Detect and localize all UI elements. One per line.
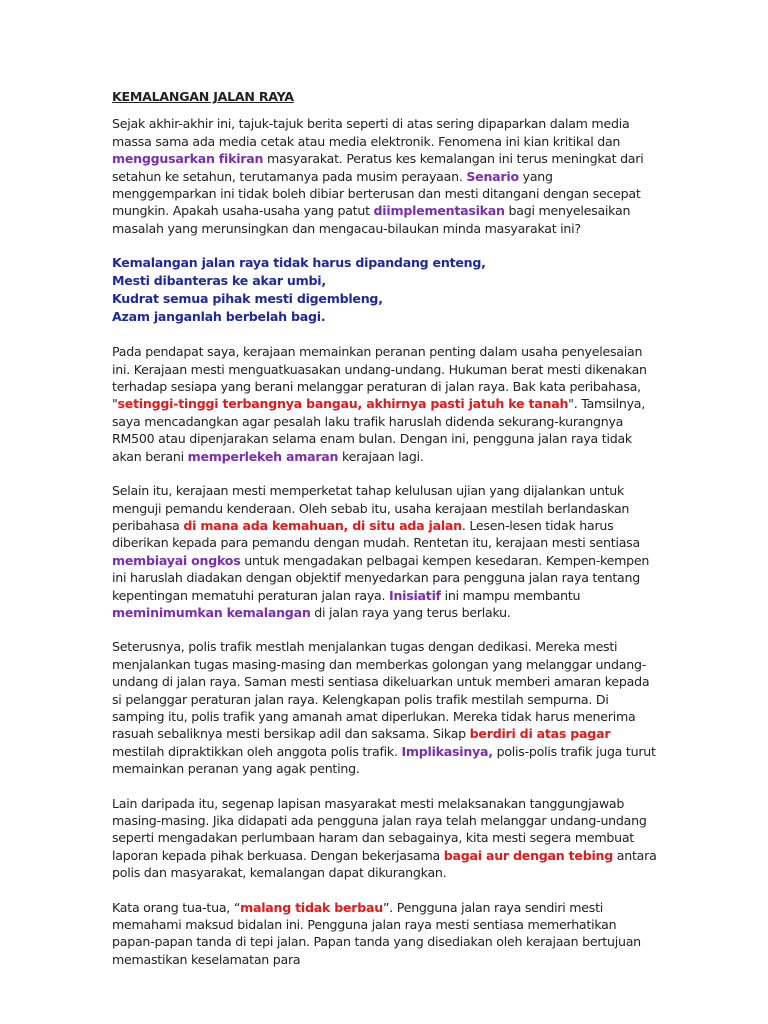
intro-paragraph <box>112 115 660 237</box>
text-segment: ”. Pengguna jalan raya sendiri mesti memahami maksud bidalan ini. Pengguna jalan raya mesti sentiasa memerhatikan papan-papan tanda di tepi jalan. Papan tanda yang disediakan oleh kerajaan bertujuan memastikan keselamatan para <box>112 899 641 967</box>
text-segment: Sejak akhir-akhir ini, tajuk-tajuk berita seperti di atas sering dipaparkan dalam media massa sama ada media cetak atau media elektronik. Fenomena ini kian kritikal dan <box>112 116 630 149</box>
poem-line: Kudrat semua pihak mesti digembleng, <box>112 291 383 307</box>
highlighted-phrase: di mana ada kemahuan, di situ ada jalan <box>183 517 462 533</box>
text-segment: . Lesen-lesen tidak harus diberikan kepada para pemandu dengan mudah. Rentetan itu, kerajaan mesti sentiasa <box>112 517 640 551</box>
highlighted-phrase: membiayai ongkos <box>112 552 241 568</box>
highlighted-phrase: Senario <box>466 168 519 184</box>
poem-block <box>112 254 660 326</box>
body-paragraph <box>112 899 660 969</box>
poem-line: Azam janganlah berbelah bagi. <box>112 309 326 325</box>
highlighted-phrase: malang tidak berbau <box>240 899 384 915</box>
text-segment: Lain daripada itu, segenap lapisan masyarakat mesti melaksanakan tanggungjawab masing-masing. Jika didapati ada pengguna jalan raya telah melanggar undang-undang seperti mengadakan perlumbaan haram dan sebagainya, kita mesti segera membuat laporan kepada pihak berkuasa. Dengan bekerjasama <box>112 795 647 863</box>
text-segment: Seterusnya, polis trafik mestlah menjalankan tugas dengan dedikasi. Mereka mesti menjalankan tugas masing-masing dan memberkas golongan yang melanggar undang-undang di jalan raya. Saman mesti sentiasa dikeluarkan untuk memberi amaran kepada si pelanggar peraturan jalan raya. Kelengkapan polis trafik mestilah sempurna. Di samping itu, polis trafik yang amanah amat diperlukan. Mereka tidak harus menerima rasuah sebaliknya mesti bersikap adil dan saksama. Sikap <box>112 639 650 742</box>
text-segment: ini mampu membantu <box>440 587 581 603</box>
highlighted-phrase: diimplementasikan <box>373 203 505 219</box>
text-segment: masyarakat. Peratus kes kemalangan ini terus meningkat dari setahun ke setahun, terutamanya pada musim perayaan. <box>112 151 644 184</box>
text-segment: di jalan raya yang terus berlaku. <box>310 604 511 620</box>
text-segment: Kata orang tua-tua, “ <box>112 899 241 915</box>
highlighted-phrase: meminimumkan kemalangan <box>112 604 311 620</box>
text-segment: Selain itu, kerajaan mesti memperketat tahap kelulusan ujian yang dijalankan untuk menguji pemandu kenderaan. Oleh sebab itu, usaha kerajaan mestilah berlandaskan peribahasa <box>112 483 630 533</box>
poem-line: Kemalangan jalan raya tidak harus dipandang enteng, <box>112 255 486 271</box>
body-paragraph <box>112 482 660 621</box>
document-title: KEMALANGAN JALAN RAYA <box>112 89 294 104</box>
highlighted-phrase: Implikasinya, <box>401 743 493 759</box>
body-paragraph <box>112 343 660 465</box>
text-segment: mestilah dipraktikkan oleh anggota polis trafik. <box>112 743 402 759</box>
body-paragraph <box>112 638 660 777</box>
text-segment: polis-polis trafik juga turut memainkan peranan yang agak penting. <box>112 743 656 777</box>
text-segment: bagi menyelesaikan masalah yang merunsingkan dan mengacau-bilaukan minda masyarakat ini? <box>112 203 631 236</box>
highlighted-phrase: Inisiatif <box>389 587 441 603</box>
highlighted-phrase: bagai aur dengan tebing <box>443 847 614 863</box>
highlighted-phrase: berdiri di atas pagar <box>469 726 611 742</box>
document-content <box>112 88 660 985</box>
poem-line: Mesti dibanteras ke akar umbi, <box>112 273 326 289</box>
highlighted-phrase: menggusarkan fikiran <box>112 151 264 167</box>
text-segment: kerajaan lagi. <box>338 448 424 464</box>
text-segment: untuk mengadakan pelbagai kempen kesedaran. Kempen-kempen ini haruslah diadakan dengan objektif menyedarkan para pengguna jalan raya tentang kepentingan mematuhi peraturan jalan raya. <box>112 552 650 603</box>
highlighted-phrase: setinggi-tinggi terbangnya bangau, akhirnya pasti jatuh ke tanah <box>117 396 569 412</box>
text-segment: Pada pendapat saya, kerajaan memainkan peranan penting dalam usaha penyelesaian ini. Kerajaan mesti menguatkuasakan undang-undang. Hukuman berat mesti dikenakan terhadap sesiapa yang berani melanggar peraturan di jalan raya. Bak kata peribahasa, " <box>112 344 647 412</box>
highlighted-phrase: memperlekeh amaran <box>187 448 339 464</box>
text-segment: yang menggemparkan ini tidak boleh dibiar berterusan dan mesti ditangani dengan secepat mungkin. Apakah usaha-usaha yang patut <box>112 168 641 219</box>
body-paragraph <box>112 795 660 882</box>
text-segment: ". Tamsilnya, saya mencadangkan agar pesalah laku trafik haruslah didenda sekurang-kurangnya RM500 atau dipenjarakan selama enam bulan. Dengan ini, pengguna jalan raya tidak akan berani <box>112 396 646 464</box>
text-segment: antara polis dan masyarakat, kemalangan dapat dikurangkan. <box>112 847 657 881</box>
